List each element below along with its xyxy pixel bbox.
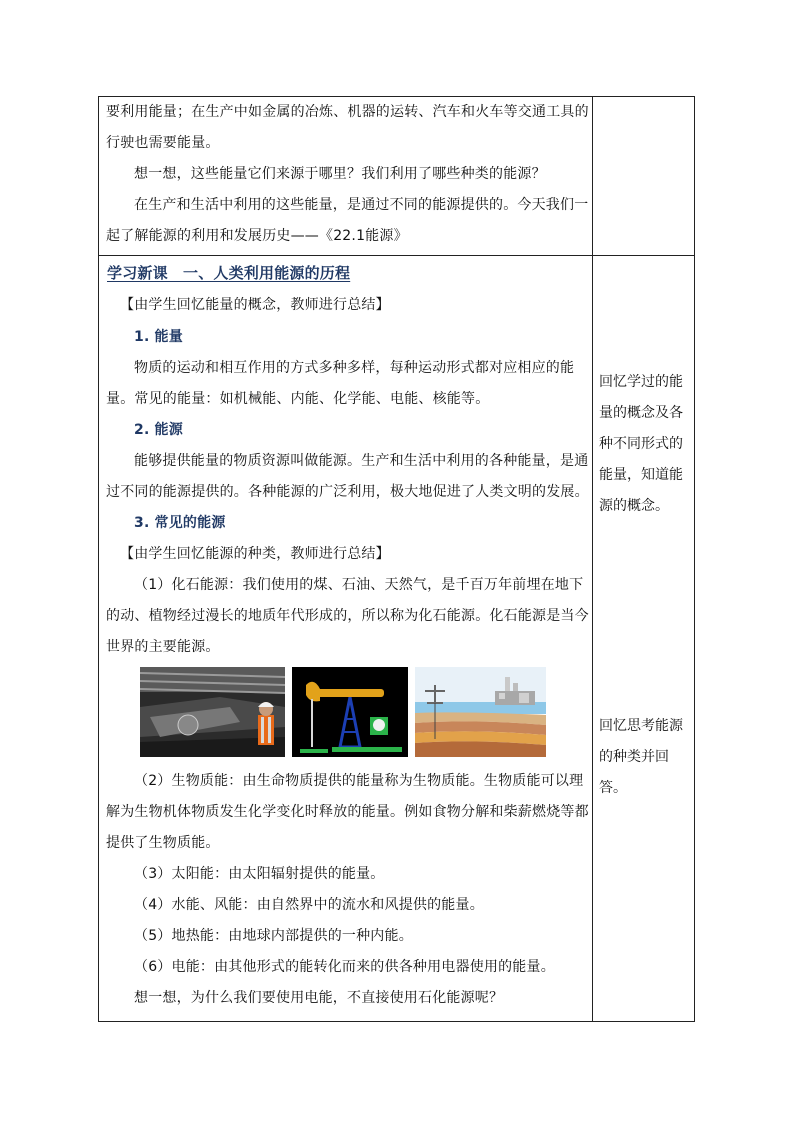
side-note-1-line-4: 能量，知道能: [599, 467, 683, 483]
column-divider: [592, 96, 593, 1022]
think-question-2: 想一想，为什么我们要使用电能，不直接使用石化能源呢？: [134, 990, 504, 1006]
oil-pump-jack-image: [292, 667, 408, 757]
item-solar: （3）太阳能：由太阳辐射提供的能量。: [134, 866, 385, 882]
item-geothermal: （5）地热能：由地球内部提供的一种内能。: [134, 928, 413, 944]
side-note-1-line-1: 回忆学过的能: [599, 374, 683, 390]
energy-line-2: 量。常见的能量：如机械能、内能、化学能、电能、核能等。: [106, 391, 490, 407]
coal-mine-photo: [140, 667, 285, 757]
subheading-common-sources: 3. 常见的能源: [134, 515, 226, 531]
biomass-line-3: 提供了生物质能。: [106, 835, 220, 851]
intro-line-4: 起了解能源的利用和发展历史——《22.1能源》: [106, 228, 408, 244]
intro-line-2: 行驶也需要能量。: [106, 135, 220, 151]
offshore-oil-platform-image: [415, 667, 546, 757]
subheading-energy: 1. 能量: [134, 329, 183, 345]
section-heading: 学习新课 一、人类利用能源的历程: [107, 264, 351, 282]
item-electric: （6）电能：由其他形式的能转化而来的供各种用电器使用的能量。: [134, 959, 555, 975]
side-note-1-line-2: 量的概念及各: [599, 405, 683, 421]
source-line-2: 过不同的能源提供的。各种能源的广泛利用，极大地促进了人类文明的发展。: [106, 484, 589, 500]
teacher-note-2: 【由学生回忆能源的种类，教师进行总结】: [120, 546, 390, 562]
side-note-2-line-2: 的种类并回: [599, 749, 669, 765]
side-note-2-line-3: 答。: [599, 780, 627, 796]
source-line-1: 能够提供能量的物质资源叫做能源。生产和生活中利用的各种能量，是通: [134, 453, 589, 469]
subheading-energy-source: 2. 能源: [134, 422, 183, 438]
side-note-1-line-5: 源的概念。: [599, 498, 669, 514]
intro-line-1: 要利用能量；在生产中如金属的冶炼、机器的运转、汽车和火车等交通工具的: [106, 104, 589, 120]
fossil-line-2: 的动、植物经过漫长的地质年代形成的，所以称为化石能源。化石能源是当今: [106, 608, 589, 624]
biomass-line-1: （2）生物质能：由生命物质提供的能量称为生物质能。生物质能可以理: [134, 773, 584, 789]
fossil-line-3: 世界的主要能源。: [106, 639, 220, 655]
intro-line-3: 在生产和生活中利用的这些能量，是通过不同的能源提供的。今天我们一: [134, 197, 589, 213]
energy-line-1: 物质的运动和相互作用的方式多种多样，每种运动形式都对应相应的能: [134, 360, 575, 376]
fossil-line-1: （1）化石能源：我们使用的煤、石油、天然气，是千百万年前埋在地下: [134, 577, 584, 593]
side-note-2-line-1: 回忆思考能源: [599, 718, 683, 734]
biomass-line-2: 解为生物机体物质发生化学变化时释放的能量。例如食物分解和柴薪燃烧等都: [106, 804, 589, 820]
side-note-1-line-3: 种不同形式的: [599, 436, 683, 452]
row-divider: [98, 255, 695, 256]
teacher-note-1: 【由学生回忆能量的概念，教师进行总结】: [120, 297, 390, 313]
item-hydro-wind: （4）水能、风能：由自然界中的流水和风提供的能量。: [134, 897, 484, 913]
think-question-1: 想一想，这些能量它们来源于哪里？我们利用了哪些种类的能源？: [134, 166, 546, 182]
